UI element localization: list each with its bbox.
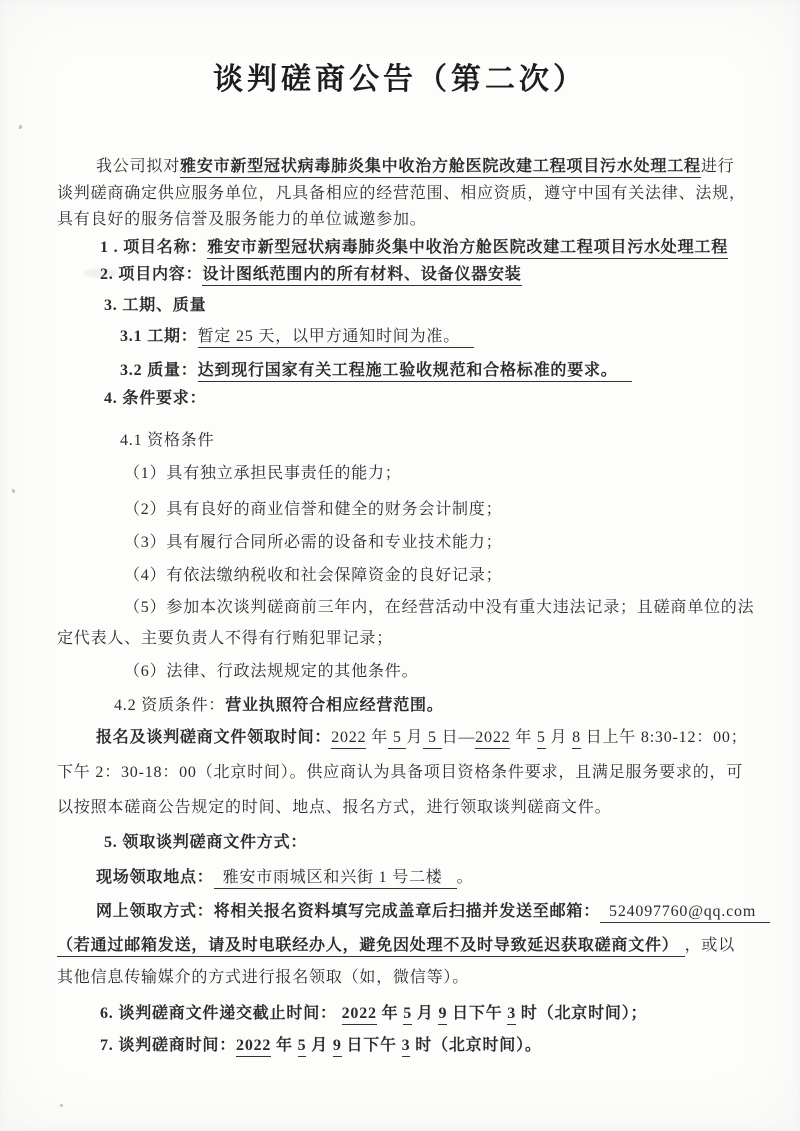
item-label: 3.2 质量：: [120, 362, 198, 379]
item-value-underlined: 雅安市新型冠状病毒肺炎集中收治方舱医院改建工程项目污水处理工程: [207, 239, 728, 259]
address-underlined: 雅安市雨城区和兴街 1 号二楼: [214, 869, 457, 889]
text-segment: 日—: [441, 729, 476, 746]
item-value-underlined: 暂定 25 天，以甲方通知时间为准。: [198, 328, 474, 348]
intro-line-2: 谈判磋商确定供应服务单位，凡具备相应的经营范围、相应资质，遵守中国有关法律、法规，: [57, 185, 746, 202]
section-3-2-quality: [120, 359, 632, 382]
item-value-underlined: 设计图纸范围内的所有材料、设备仪器安装: [202, 266, 521, 286]
section-4-heading: 4. 条件要求：: [104, 390, 207, 407]
project-name-underlined: 雅安市新型冠状病毒肺炎集中收治方舱医院改建工程项目污水处理工程: [180, 158, 701, 178]
text-segment: 月: [406, 729, 424, 746]
email-note-line-2: 其他信息传输媒介的方式进行报名领取（如，微信等）。: [57, 969, 470, 986]
signup-time-line-1: [96, 726, 747, 749]
section-3-heading: 3. 工期、质量: [104, 297, 207, 314]
site-pickup-line: [96, 866, 473, 889]
condition-5-line-1: （5）参加本次谈判磋商前三年内，在经营活动中没有重大违法记录；且磋商单位的法: [124, 599, 755, 616]
condition-2: （2）具有良好的商业信誉和健全的财务会计制度；: [124, 501, 503, 518]
date-value-underlined: 3: [402, 1037, 411, 1057]
section-5-heading: 5. 领取谈判磋商文件方式：: [104, 834, 308, 851]
date-value-underlined: 2022: [331, 729, 366, 749]
email-underlined: 524097760@qq.com: [600, 903, 770, 923]
item-label: 4.2 资质条件：: [114, 697, 226, 714]
signup-time-line-3: 以按照本磋商公告规定的时间、地点、报名方式，进行领取谈判磋商文件。: [57, 799, 612, 816]
section-3-1-duration: [120, 325, 474, 348]
text-segment: 。: [456, 869, 474, 886]
text-segment: 年: [366, 729, 389, 746]
signup-time-line-2: 下午 2：30-18：00（北京时间）。供应商认为具备项目资格条件要求，且满足服务要求的，可: [57, 764, 744, 781]
date-value-underlined: 8: [572, 729, 581, 749]
date-value-underlined: 3: [507, 1005, 516, 1025]
text-segment: 年: [510, 729, 537, 746]
note-underlined: （若通过邮箱发送，请及时电联经办人，避免因处理不及时导致延迟获取磋商文件）: [57, 937, 685, 957]
item-label: 1 . 项目名称：: [100, 239, 208, 256]
item-label: 报名及谈判磋商文件领取时间：: [96, 729, 332, 746]
page-title: 谈判磋商公告（第二次）: [213, 63, 587, 96]
scan-speck: [18, 125, 22, 130]
item-label: 2. 项目内容：: [100, 266, 203, 283]
condition-6: （6）法律、行政法规规定的其他条件。: [124, 663, 419, 680]
date-value-underlined: 9: [438, 1005, 447, 1025]
text-segment: ，或以: [684, 937, 736, 954]
item-project-content: [100, 263, 522, 286]
online-pickup-line: [96, 900, 770, 923]
scan-speck: [59, 1103, 63, 1107]
section-4-2-qualification: [114, 694, 444, 717]
item-value-underlined: 达到现行国家有关工程施工验收规范和合格标准的要求。: [198, 362, 632, 382]
negotiation-time-line: [100, 1034, 542, 1057]
date-value-underlined: 5: [537, 729, 546, 749]
section-4-1-heading: 4.1 资格条件: [120, 432, 215, 449]
item-label: 3.1 工期：: [120, 328, 198, 345]
date-value-underlined: 2022: [475, 729, 510, 749]
item-label: 现场领取地点：: [96, 869, 214, 886]
text-segment: 月: [545, 729, 573, 746]
item-label: 6. 谈判磋商文件递交截止时间：: [100, 1005, 337, 1022]
condition-4: （4）有依法缴纳税收和社会保障资金的良好记录；: [124, 567, 503, 584]
date-value-underlined: 2022: [236, 1037, 271, 1057]
item-label: 7. 谈判磋商时间：: [100, 1037, 237, 1054]
condition-3: （3）具有履行合同所必需的设备和专业技术能力；: [124, 534, 503, 551]
text-segment: 我公司拟对: [96, 158, 181, 175]
text-segment: 日下午: [447, 1005, 508, 1022]
text-segment: 月: [412, 1005, 439, 1022]
date-value-underlined: 5: [298, 1037, 307, 1057]
item-label: 网上领取方式：将相关报名资料填写完成盖章后扫描并发送至邮箱：: [96, 903, 601, 920]
text-segment: [337, 1005, 342, 1022]
text-segment: 日下午: [341, 1037, 402, 1054]
text-segment: 年: [376, 1005, 404, 1022]
scan-speck: [12, 489, 16, 494]
text-segment: 日上午 8:30-12：00；: [580, 729, 748, 746]
text-segment: 时（北京时间）。: [410, 1037, 542, 1054]
intro-line-3: 具有良好的服务信誉及服务能力的单位诚邀参加。: [57, 211, 427, 228]
deadline-line: [100, 1002, 647, 1025]
date-value-underlined: 5: [423, 729, 441, 749]
text-segment: 年: [271, 1037, 298, 1054]
date-value-underlined: 9: [333, 1037, 342, 1057]
intro-line-1: [96, 155, 734, 178]
item-project-name: [100, 236, 728, 259]
date-value-underlined: 2022: [342, 1005, 377, 1025]
condition-5-line-2: 定代表人、主要负责人不得有行贿犯罪记录；: [57, 630, 394, 647]
email-note-line-1: [57, 934, 735, 957]
item-value: 营业执照符合相应经营范围。: [225, 697, 444, 714]
text-segment: 进行: [700, 158, 735, 175]
condition-1: （1）具有独立承担民事责任的能力；: [124, 465, 402, 482]
text-segment: 月: [306, 1037, 333, 1054]
date-value-underlined: 5: [388, 729, 406, 749]
date-value-underlined: 5: [403, 1005, 412, 1025]
text-segment: 时（北京时间）；: [516, 1005, 648, 1022]
